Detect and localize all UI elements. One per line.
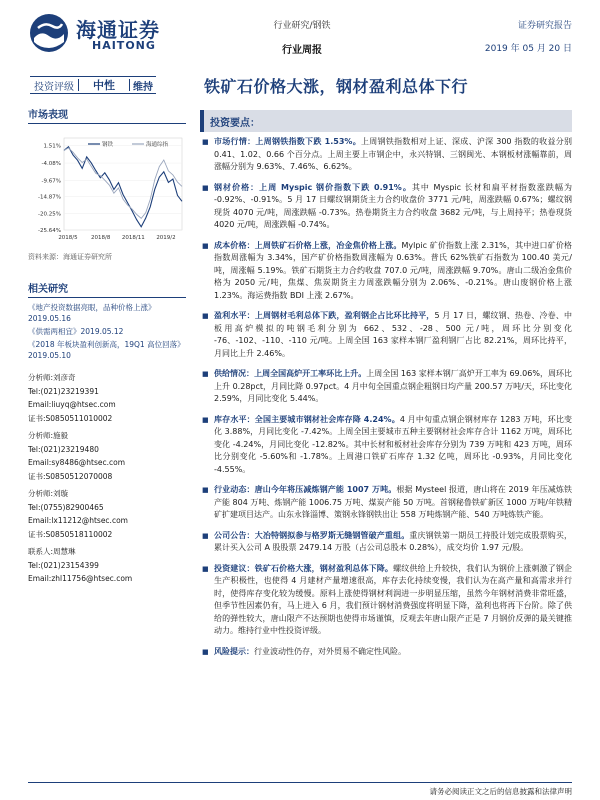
legend-label: 海通综指 xyxy=(146,142,169,148)
key-point-head: 市场行情：上周钢铁指数下跌 1.53%。 xyxy=(214,137,361,146)
key-point-body: 重庆钢铁第一期员工持股计划完成股票购买，累计买入公司 A 股股票 2479.14 万股（占公司总股本 0.28%），成交均价 1.97 元/股。 xyxy=(214,530,573,552)
market-performance-chart xyxy=(28,130,186,248)
header-right xyxy=(485,18,572,54)
legend-label: 钢铁 xyxy=(102,142,114,148)
analyst-tel: Tel:(021)23154399 xyxy=(28,560,99,570)
chart-source: 资料来源：海通证券研究所 xyxy=(28,253,112,261)
logo-chinese-name: 海通证券 xyxy=(76,18,160,42)
key-point-body: 螺纹供给上升较快，我们认为钢价上涨刺激了钢企生产积极性，也使得 4 月建材产量增速很高，库存去化持续变慢，我们认为在高产量和高需求并行时，使得库存变化较为缓慢。原料上涨使得钢材利润进一步明显压缩，虽然今年钢材消费非常旺盛，但季节性因素仍有，马上进入 6 月，我们预计钢材消费强度将明显下降，盈利也将再下台阶。除了供给的弹性较大，唐山限产不达预期也使得市场谨慎，反观去年唐山限产正是 7 月钢价反弹的最关键推动力。维持行业中性投资评级。 xyxy=(214,563,573,635)
related-list xyxy=(28,302,186,361)
logo-english-name: HAITONG xyxy=(92,39,156,52)
related-item[interactable]: 《地产投资数据亮眼，品种价格上涨》2019.05.16 xyxy=(28,303,156,323)
analyst-email[interactable]: Email:liuyq@htsec.com xyxy=(28,400,116,409)
analyst-name: 分析师:刘彦奇 xyxy=(28,373,76,382)
key-point xyxy=(200,136,572,174)
key-point xyxy=(200,646,572,659)
analyst-email[interactable]: Email:lx11212@htsec.com xyxy=(28,516,128,525)
key-point-head: 风险提示： xyxy=(214,646,254,656)
plot-frame xyxy=(64,138,182,230)
key-point-body: Mylpic 矿价指数上涨 2.31%，其中进口矿价格指数周涨幅为 3.34%，国产矿价格指数周涨幅为 0.63%。普氏 62%铁矿石指数为 100.40 美元/吨，周涨幅 5.19%。铁矿石期货主力合约收盘 707.0 元/吨，周涨跌幅 9.70%。唐山二级冶金焦价格为 2050 元/吨，焦煤、焦炭期货主力周涨跌幅分别为 2.06%、-0.21%。唐山废钢价格上涨 1.23%。海运费指数 BDI 上涨 2.67%。 xyxy=(214,240,572,300)
analyst-email[interactable]: Email:sy8486@htsec.com xyxy=(28,458,126,467)
investment-rating xyxy=(30,76,156,94)
key-point-body: 4 月中旬重点钢企钢材库存 1283 万吨，环比变化 3.88%，月同比变化 -7.42%。上周全国主要城市五种主要钢材社会库存合计 1162 万吨，周环比变化 -4.24%，月同比变化 -12.82%。其中长材和板材社会库存分别为 739 万吨和 423 万吨，周环比分别变化 -5.60%和 -1.78%。上周港口铁矿石库存 1.32 亿吨，周环比 -0.93%，月同比变化 -4.55%。 xyxy=(214,414,572,474)
header-center xyxy=(254,18,350,56)
market-chart xyxy=(28,130,186,248)
key-point-body: 根据 Mysteel 报道，唐山将在 2019 年压减炼铁产能 804 万吨、炼钢产能 1006.75 万吨、煤炭产能 50 万吨。首钢秘鲁铁矿新区 1000 万吨/年铁精矿扩建项目达产。山东永锋淄博、策钢永锋钢铁出让 558 万吨炼钢产能、540 万吨炼铁产能。 xyxy=(214,485,572,519)
key-point xyxy=(200,563,572,638)
key-point-head: 供给情况：上周全国高炉开工率环比上升。 xyxy=(214,369,367,378)
main-content xyxy=(200,110,572,666)
key-point xyxy=(200,240,572,303)
analyst-name: 分析师:刘璇 xyxy=(28,489,69,498)
key-point-head: 成本价格：上周铁矿石价格上涨，冶金焦价格上涨。 xyxy=(214,240,402,250)
report-date: 2019 年 05 月 20 日 xyxy=(484,44,572,54)
key-point-body: 5 月 17 日，螺纹钢、热卷、冷卷、中板用高炉模拟的吨钢毛利分别为 662、532、-28、500 元/吨，周环比分别变化 -76、-102、-110、-110 元/吨。上周全国 163 家样本钢厂盈利钢厂占比 82.21%，周环比持平，月同比上升 2.46%。 xyxy=(214,311,572,358)
key-point-body: 上周钢铁指数相对上证、深成、沪深 300 指数的收益分别 0.41、1.02、0.66 个百分点。上周主要上市钢企中，永兴特钢、三钢闽光、本钢板材涨幅靠前，周涨幅分别为 9.63%、7.46%、6.62%。 xyxy=(214,137,572,171)
footer-divider xyxy=(28,782,572,783)
report-category: 行业研究/钢铁 xyxy=(273,21,331,31)
x-tick-label: 2018/8 xyxy=(90,235,111,241)
analyst-card xyxy=(28,429,186,483)
analyst-name: 联系人:周慧琳 xyxy=(28,547,76,556)
y-tick-label: -4.08% xyxy=(41,161,61,168)
key-point-body: 上周全国 163 家样本钢厂高炉开工率为 69.06%，周环比上升 0.28pct，月同比降 0.97pct。4 月中旬全国重点钢企粗钢日均产量 200.57 万吨/天，环比变化 2.59%，月同比变化 5.44%。 xyxy=(214,369,573,403)
related-research xyxy=(28,280,186,361)
key-points-heading: 投资要点： xyxy=(200,110,572,132)
key-points-list xyxy=(200,136,572,658)
report-type: 行业周报 xyxy=(282,45,322,56)
y-tick-label: -14.87% xyxy=(38,194,61,201)
key-point xyxy=(200,484,572,522)
rating-change: 维持 xyxy=(133,81,153,93)
analyst-card xyxy=(28,371,186,425)
disclaimer-footer: 请务必阅读正文之后的信息披露和法律声明 xyxy=(429,787,572,796)
haitong-logo-icon xyxy=(28,12,70,54)
report-kind: 证券研究报告 xyxy=(517,21,572,31)
analyst-tel: Tel:(021)23219391 xyxy=(28,386,99,396)
analyst-name: 分析师:施毅 xyxy=(28,431,69,440)
analyst-list xyxy=(28,371,186,586)
market-heading: 市场表现 xyxy=(28,106,186,124)
analyst-cert: 证书:S0850511010002 xyxy=(28,413,113,423)
y-tick-label: -9.67% xyxy=(41,178,61,185)
related-item[interactable]: 《2018 年板块盈利创新高，19Q1 高位回落》2019.05.10 xyxy=(28,340,185,360)
x-tick-label: 2018/5 xyxy=(58,235,78,241)
key-point-head: 投资建议：铁矿石价格大涨，钢材盈利总体下降。 xyxy=(214,563,394,573)
analyst-email[interactable]: Email:zhl11756@htsec.com xyxy=(28,574,133,583)
analyst-cert: 证书:S0850518110002 xyxy=(28,529,113,539)
analyst-tel: Tel:(021)23219480 xyxy=(28,444,99,454)
y-tick-label: -20.25% xyxy=(38,211,61,218)
related-item[interactable]: 《供需两相宜》2019.05.12 xyxy=(28,327,124,336)
company-logo xyxy=(28,12,178,56)
series-line-steel xyxy=(64,147,182,227)
analyst-card xyxy=(28,487,186,541)
key-point xyxy=(200,414,572,477)
key-point xyxy=(200,310,572,360)
key-point xyxy=(200,368,572,406)
key-point-body: 行业波动性仍存，对外贸易不确定性风险。 xyxy=(254,646,406,656)
key-point-head: 库存水平：全国主要城市钢材社会库存降 4.24%。 xyxy=(214,414,400,424)
report-title: 铁矿石价格大涨，钢材盈利总体下行 xyxy=(204,77,469,96)
y-tick-label: 1.51% xyxy=(43,143,61,150)
analyst-cert: 证书:S0850512070008 xyxy=(28,471,113,481)
key-point-head: 盈利水平：上周钢材毛利总体下跌，盈利钢企占比环比持平， xyxy=(214,311,435,320)
left-sidebar xyxy=(28,106,186,590)
y-tick-label: -25.64% xyxy=(38,228,61,234)
key-point xyxy=(200,530,572,555)
key-point xyxy=(200,182,572,232)
x-tick-label: 2019/2 xyxy=(156,235,176,241)
key-point-body: 其中 Myspic 长材和扁平材指数涨跌幅为 -0.92%、-0.91%。5 月 17 日螺纹钢期货主力合约收盘价 3771 元/吨，周涨跌幅 0.67%；螺纹钢现货 4070 元/吨，周涨跌幅 -0.73%。热卷期货主力合约收盘 3682 元/吨，与上周持平；热卷现货 4020 元/吨，周涨跌幅 -0.74%。 xyxy=(214,182,572,229)
report-header xyxy=(0,0,600,68)
rating-label: 投资评级 xyxy=(34,81,74,93)
analyst-tel: Tel:(0755)82900465 xyxy=(28,502,104,512)
x-tick-label: 2018/11 xyxy=(121,235,145,241)
key-point-head: 公司公告：大冶特钢拟参与格罗斯无缝钢管破产重组。 xyxy=(214,530,410,540)
key-point-head: 行业动态：唐山今年将压减炼钢产能 1007 万吨。 xyxy=(214,485,397,494)
rating-value: 中性 xyxy=(93,79,115,92)
analyst-card xyxy=(28,545,186,586)
key-point-head: 钢材价格：上周 Myspic 钢价指数下跌 0.91%。 xyxy=(214,182,412,192)
related-heading: 相关研究 xyxy=(28,280,186,298)
series-line-composite xyxy=(64,148,182,219)
